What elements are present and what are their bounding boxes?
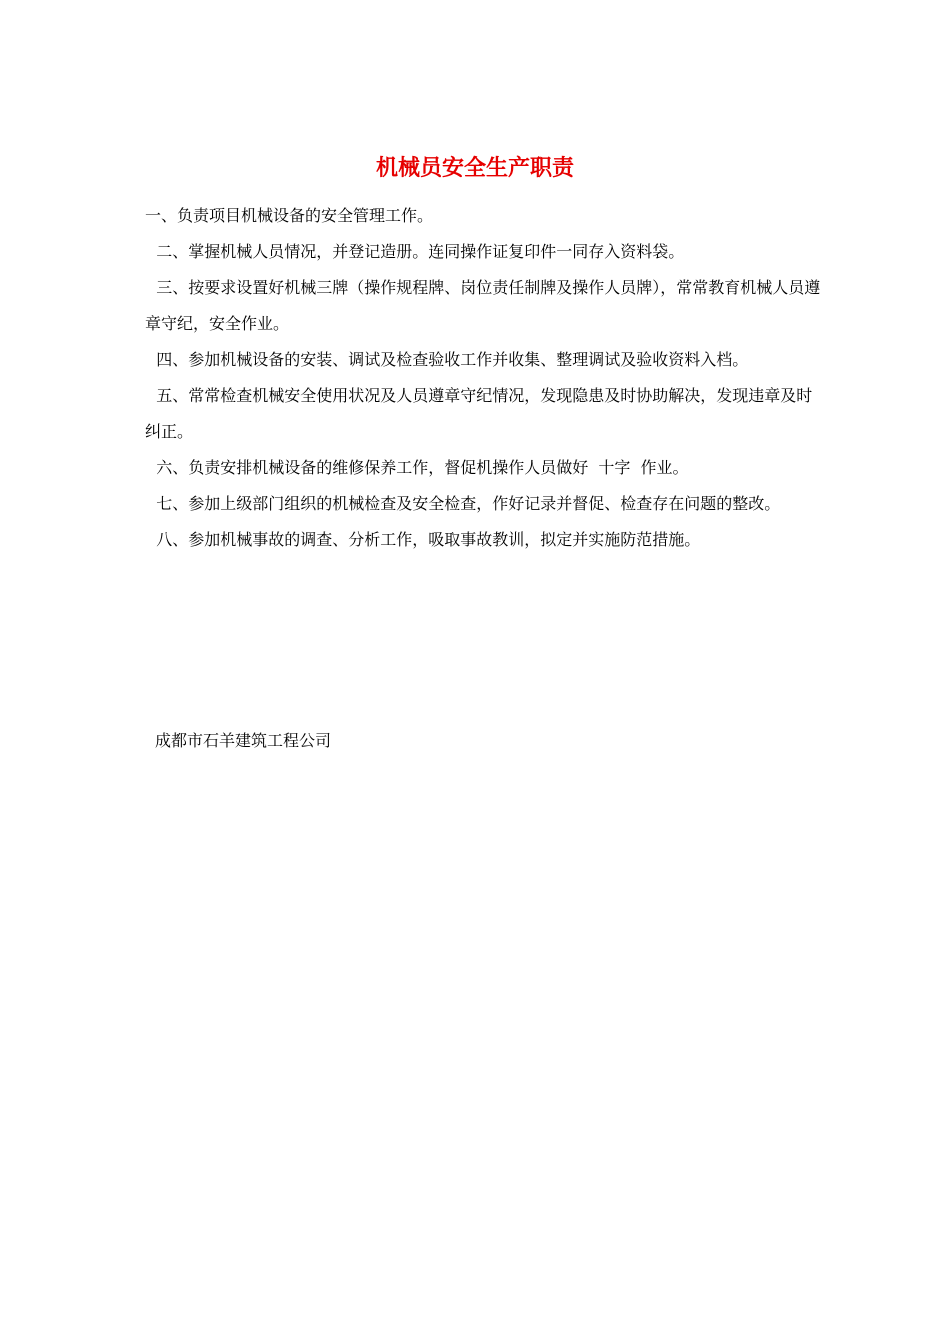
document-title: 机械员安全生产职责 bbox=[375, 155, 574, 181]
company-name: 成都市石羊建筑工程公司 bbox=[155, 731, 332, 750]
duty-item-4: 四、参加机械设备的安装、调试及检查验收工作并收集、整理调试及验收资料入档。 bbox=[156, 350, 749, 369]
duty-item-5: 五、常常检查机械安全使用状况及人员遵章守纪情况，发现隐患及时协助解决，发现违章及时纠正。 bbox=[145, 386, 813, 441]
duty-item-8: 八、参加机械事故的调查、分析工作，吸取事故教训，拟定并实施防范措施。 bbox=[156, 530, 701, 549]
duty-item-2: 二、掌握机械人员情况，并登记造册。连同操作证复印件一同存入资料袋。 bbox=[156, 242, 685, 261]
document-body bbox=[145, 198, 825, 558]
duty-item-6: 六、负责安排机械设备的维修保养工作，督促机操作人员做好 十字 作业。 bbox=[156, 458, 689, 477]
duty-item-7: 七、参加上级部门组织的机械检查及安全检查，作好记录并督促、检查存在问题的整改。 bbox=[156, 494, 781, 513]
duty-item-1: 一、负责项目机械设备的安全管理工作。 bbox=[145, 206, 434, 225]
duty-item-3: 三、按要求设置好机械三牌（操作规程牌、岗位责任制牌及操作人员牌），常常教育机械人员遵章守纪，安全作业。 bbox=[145, 278, 821, 333]
